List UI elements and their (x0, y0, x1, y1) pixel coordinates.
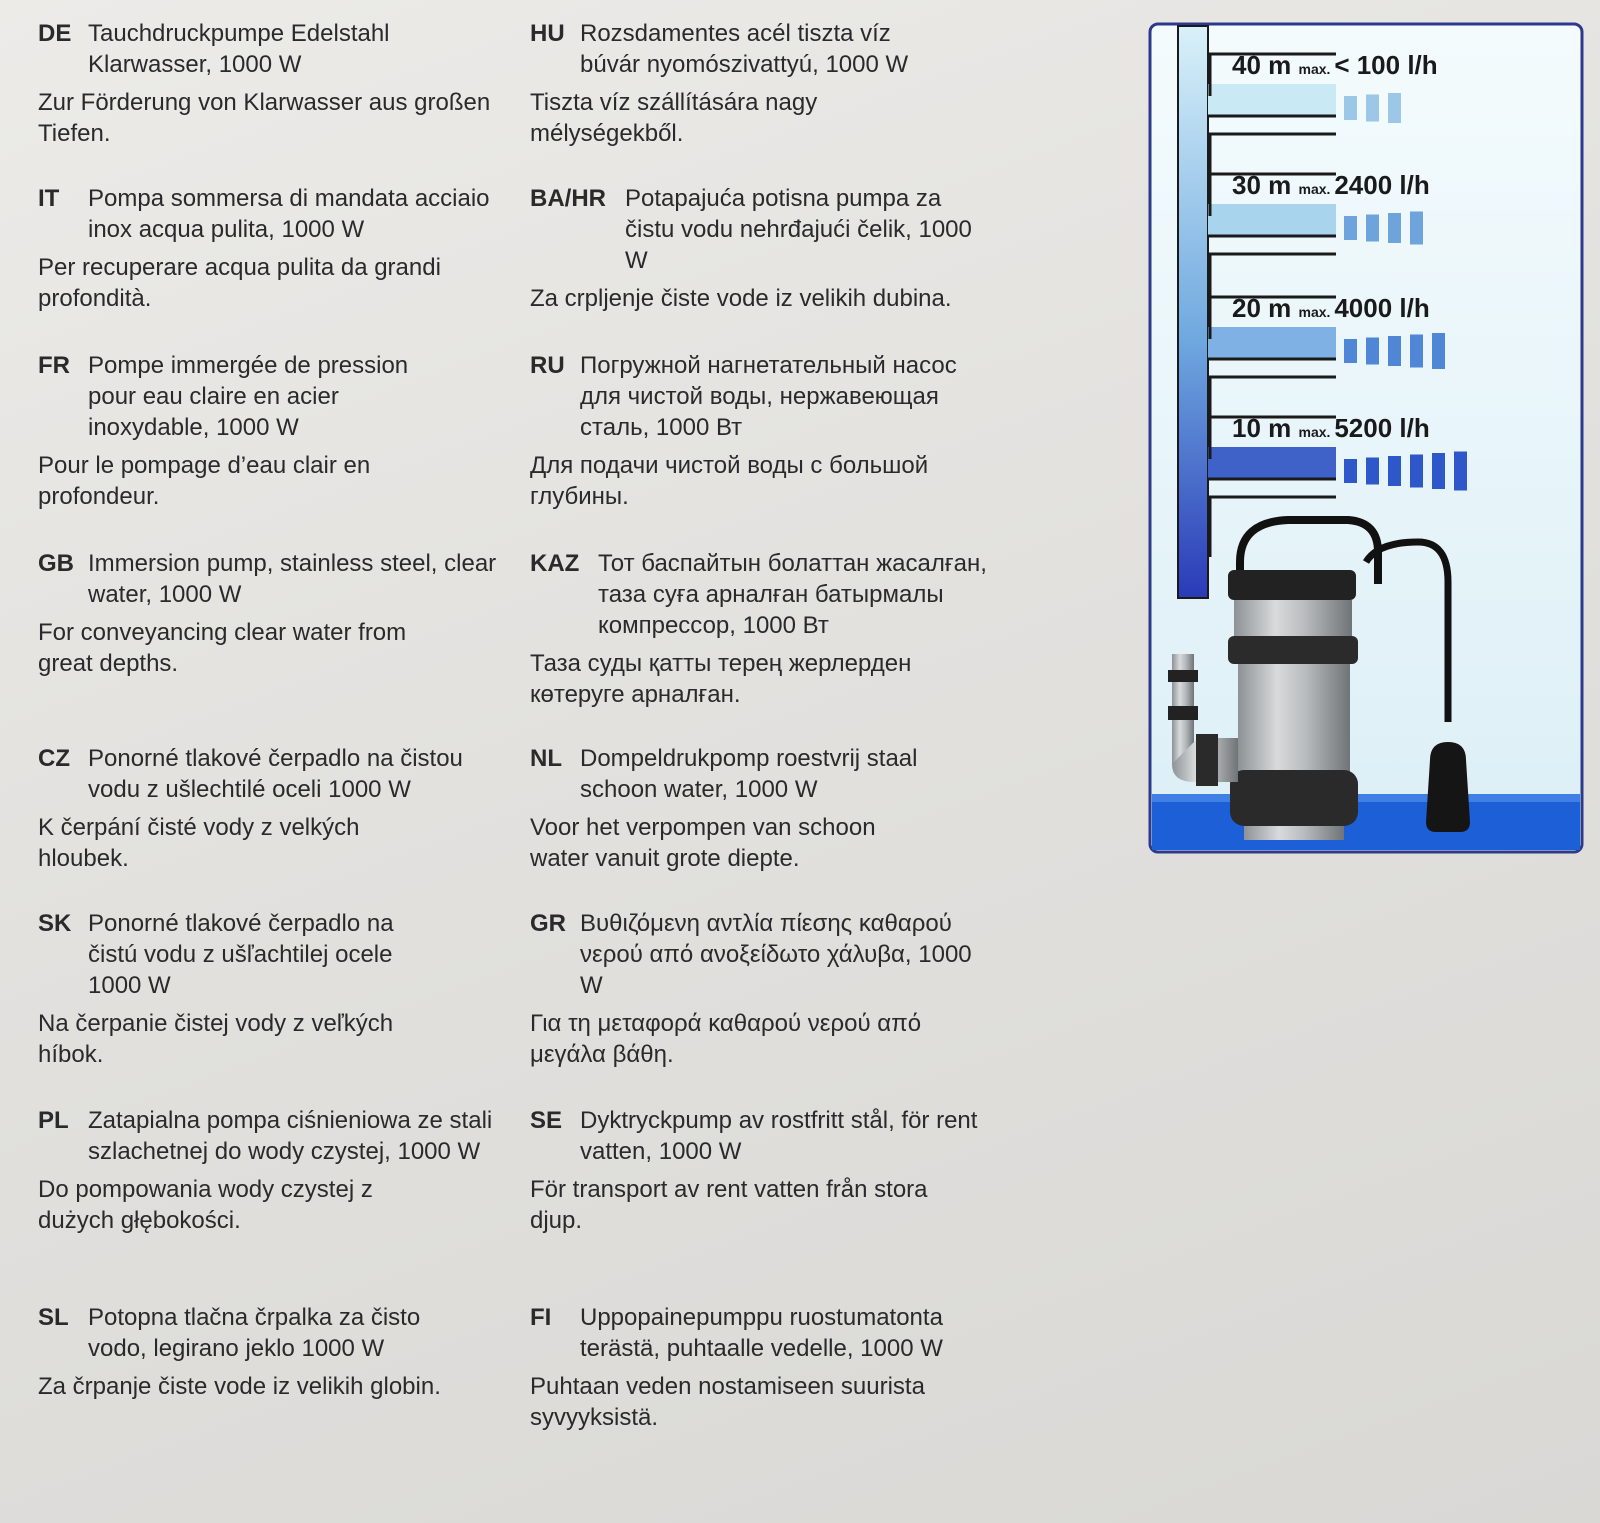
branch-pipe (1208, 327, 1336, 359)
product-description: Za črpanje čiste vode iz velikih globin. (38, 1373, 441, 1400)
lang-entry-it (38, 183, 518, 314)
flow-bar (1432, 333, 1445, 369)
water (1152, 794, 1580, 850)
product-title: Potapajuća potisna pumpa za čistu vodu nehrđajući čelik, 1000 W (625, 185, 972, 274)
flow-bar (1388, 336, 1401, 366)
lang-code: DE (38, 20, 72, 47)
flow-bar (1366, 95, 1379, 122)
lang-entry-de (38, 18, 518, 149)
lang-entry-cz (38, 743, 518, 874)
flow-bar (1366, 458, 1379, 485)
product-title: Pompe immergée de pression pour eau claire en acier inoxydable, 1000 W (88, 352, 409, 441)
lang-code: GR (530, 910, 566, 937)
depth-flow-label: 20 m max. 4000 l/h (1232, 293, 1430, 323)
product-title: Rozsdamentes acél tiszta víz búvár nyomószivattyú, 1000 W (580, 20, 909, 78)
lang-code: NL (530, 745, 562, 772)
product-title: Dyktryckpump av rostfritt stål, för rent vatten, 1000 W (580, 1107, 978, 1165)
lang-code: BA/HR (530, 185, 606, 212)
lang-entry-kaz (530, 548, 1010, 710)
depth-flow-label: 10 m max. 5200 l/h (1232, 413, 1430, 443)
lang-entry-gb (38, 548, 518, 679)
lang-code: FR (38, 352, 70, 379)
lang-entry-fi (530, 1302, 1010, 1433)
lang-code: GB (38, 550, 74, 577)
depth-flow-label: 40 m max. < 100 l/h (1232, 50, 1438, 80)
flow-bar (1344, 216, 1357, 240)
depth-flow-label: 30 m max. 2400 l/h (1232, 170, 1430, 200)
lang-entry-ru (530, 350, 1010, 512)
product-description: För transport av rent vatten från stora djup. (530, 1176, 928, 1234)
product-description: Do pompowania wody czystej z dużych głębokości. (38, 1176, 373, 1234)
lang-entry-pl (38, 1105, 518, 1236)
pump-depth-diagram (1148, 22, 1584, 854)
water-surface (1152, 794, 1580, 802)
flow-bar (1344, 96, 1357, 120)
product-title: Potopna tlačna črpalka za čisto vodo, legirano jeklo 1000 W (88, 1304, 421, 1362)
product-title: Uppopainepumppu ruostumatonta terästä, puhtaalle vedelle, 1000 W (580, 1304, 943, 1362)
product-description: Για τη μεταφορά καθαρού νερού από μεγάλα βάθη. (530, 1010, 922, 1068)
product-description: Za crpljenje čiste vode iz velikih dubina. (530, 285, 952, 312)
flow-bar (1432, 453, 1445, 489)
lang-entry-fr (38, 350, 518, 512)
branch-pipe (1208, 204, 1336, 236)
product-description: Pour le pompage d’eau clair en profondeur. (38, 452, 371, 510)
lang-code: HU (530, 20, 565, 47)
lang-entry-nl (530, 743, 1010, 874)
flow-bar (1410, 212, 1423, 245)
flow-bar (1410, 455, 1423, 488)
flow-bar (1388, 213, 1401, 243)
product-description: K čerpání čisté vody z velkých hloubek. (38, 814, 360, 872)
lang-code: SL (38, 1304, 69, 1331)
lang-code: SE (530, 1107, 563, 1134)
flow-bar (1454, 452, 1467, 491)
product-description: Tiszta víz szállítására nagy mélységekből. (530, 89, 818, 147)
lang-code: KAZ (530, 550, 580, 577)
product-title: Βυθιζόμενη αντλία πίεσης καθαρού νερού από ανοξείδωτο χάλυβα, 1000 W (580, 910, 972, 999)
product-description: Voor het verpompen van schoon water vanuit grote diepte. (530, 814, 876, 872)
product-title: Pompa sommersa di mandata acciaio inox acqua pulita, 1000 W (88, 185, 490, 243)
product-description: Zur Förderung von Klarwasser aus großen Tiefen. (38, 89, 491, 147)
product-description: Для подачи чистой воды с большой глубины. (530, 452, 929, 510)
flow-bar (1344, 339, 1357, 363)
product-description: Puhtaan veden nostamiseen suurista syvyyksistä. (530, 1373, 925, 1431)
lang-entry-sl (38, 1302, 518, 1402)
flow-bar (1366, 215, 1379, 242)
product-title: Ponorné tlakové čerpadlo na čistou vodu z ušlechtilé oceli 1000 W (88, 745, 463, 803)
lang-entry-se (530, 1105, 1010, 1236)
lang-code: CZ (38, 745, 70, 772)
lang-entry-ba-hr (530, 183, 1010, 314)
lang-entry-hu (530, 18, 1010, 149)
lang-code: PL (38, 1107, 69, 1134)
lang-code: RU (530, 352, 565, 379)
product-title: Tauchdruckpumpe Edelstahl Klarwasser, 1000 W (88, 20, 390, 78)
branch-pipe (1208, 447, 1336, 479)
product-description: Per recuperare acqua pulita da grandi profondità. (38, 254, 441, 312)
product-title: Ponorné tlakové čerpadlo na čistú vodu z ušľachtilej ocele 1000 W (88, 910, 394, 999)
product-title: Погружной нагнетательный насос для чистой воды, нержавеющая сталь, 1000 Вт (580, 352, 957, 441)
lang-entry-sk (38, 908, 518, 1070)
product-title: Тот баспайтын болаттан жасалған, таза суға арналған батырмалы компрессор, 1000 Вт (598, 550, 987, 639)
flow-bar (1410, 335, 1423, 368)
flow-bar (1344, 459, 1357, 483)
lang-entry-gr (530, 908, 1010, 1070)
product-description: Na čerpanie čistej vody z veľkých híbok. (38, 1010, 394, 1068)
product-description: For conveyancing clear water from great depths. (38, 619, 407, 677)
product-description: Таза суды қатты терең жерлерден көтеруге арналған. (530, 650, 912, 708)
lang-code: IT (38, 185, 60, 212)
riser-pipe (1178, 26, 1208, 598)
flow-bar (1388, 93, 1401, 123)
branch-pipe (1208, 84, 1336, 116)
lang-code: SK (38, 910, 72, 937)
product-title: Zatapialna pompa ciśnieniowa ze stali szlachetnej do wody czystej, 1000 W (88, 1107, 493, 1165)
lang-code: FI (530, 1304, 552, 1331)
flow-bar (1388, 456, 1401, 486)
product-title: Dompeldrukpomp roestvrij staal schoon water, 1000 W (580, 745, 918, 803)
product-title: Immersion pump, stainless steel, clear water, 1000 W (88, 550, 497, 608)
flow-bar (1366, 338, 1379, 365)
